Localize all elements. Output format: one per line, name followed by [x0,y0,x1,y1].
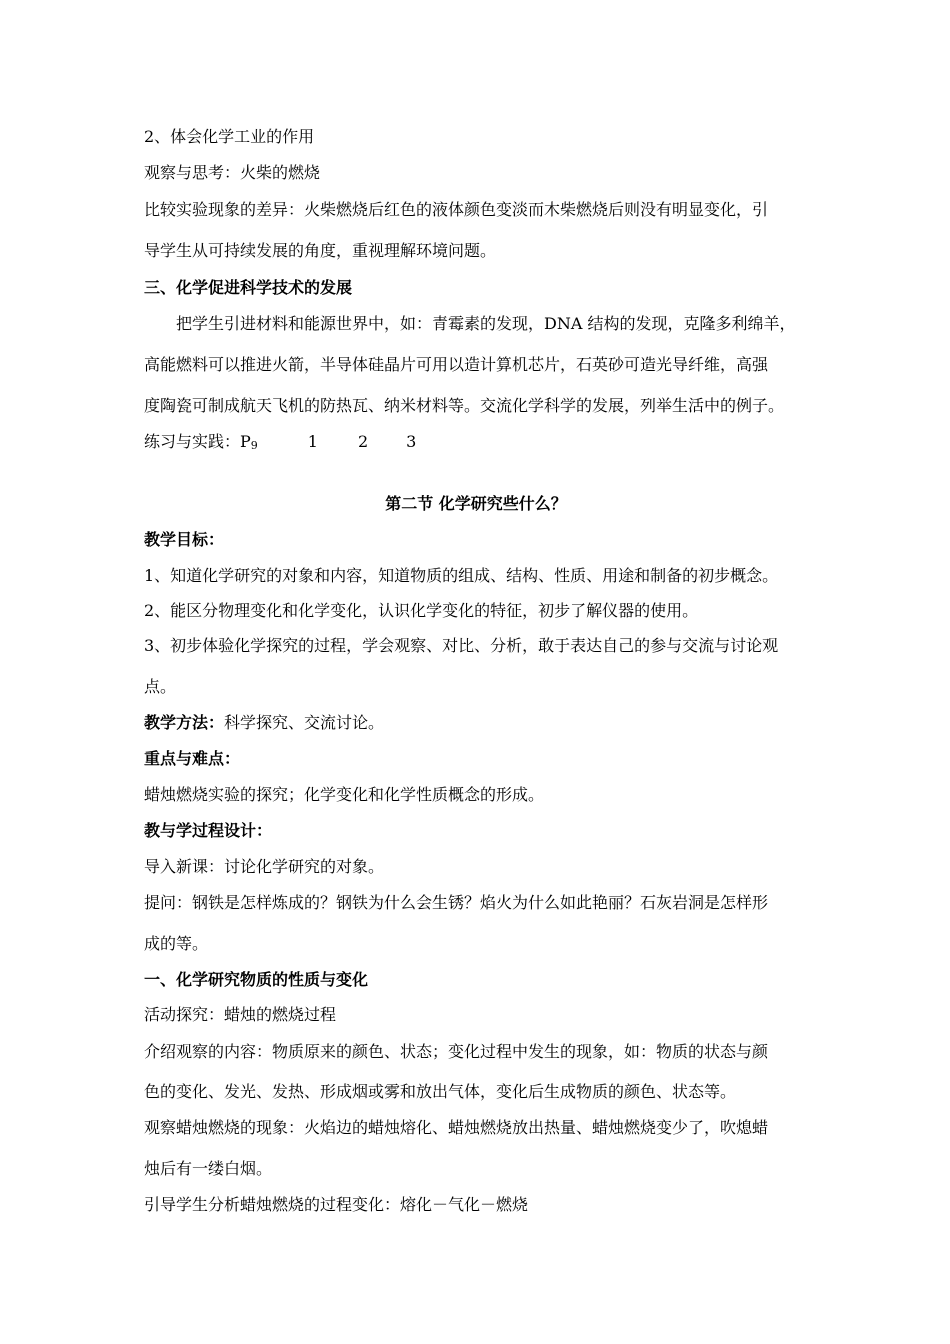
chapter-title: 第二节 化学研究些什么？ [385,494,567,513]
exercise-number: 3 [406,432,417,451]
text-line: 活动探究：蜡烛的燃烧过程 [144,1005,337,1024]
method-label: 教学方法： [144,713,225,732]
paragraph-line: 高能燃料可以推进火箭，半导体硅晶片可用以造计算机芯片，石英砂可造光导纤维，高强 [144,355,769,374]
goal-item: 1、知道化学研究的对象和内容，知道物质的组成、结构、性质、用途和制备的初步概念。 [144,566,779,585]
text-line: 观察与思考：火柴的燃烧 [144,163,321,182]
method-line [144,713,384,733]
section-heading: 三、化学促进科学技术的发展 [144,278,353,297]
design-heading: 教与学过程设计： [144,821,273,840]
text-line: 引导学生分析蜡烛燃烧的过程变化：熔化－气化－燃烧 [144,1195,529,1214]
text-line: 提问：钢铁是怎样炼成的？钢铁为什么会生锈？焰火为什么如此艳丽？石灰岩洞是怎样形 [144,893,769,912]
text-line: 导入新课：讨论化学研究的对象。 [144,857,385,876]
text-line: 色的变化、发光、发热、形成烟或雾和放出气体，变化后生成物质的颜色、状态等。 [144,1082,737,1101]
key-points-text: 蜡烛燃烧实验的探究；化学变化和化学性质概念的形成。 [144,785,545,804]
key-points-heading: 重点与难点： [144,749,241,768]
text-line: 导学生从可持续发展的角度，重视理解环境问题。 [144,241,497,260]
practice-line [144,432,416,456]
goal-item: 3、初步体验化学探究的过程，学会观察、对比、分析，敢于表达自己的参与交流与讨论观 [144,636,779,655]
exercise-number: 1 [307,432,318,451]
goals-heading: 教学目标： [144,530,225,549]
goal-item: 2、能区分物理变化和化学变化，认识化学变化的特征，初步了解仪器的使用。 [144,601,699,620]
text-line: 烛后有一缕白烟。 [144,1159,273,1178]
text-line: 比较实验现象的差异：火柴燃烧后红色的液体颜色变淡而木柴燃烧后则没有明显变化，引 [144,200,769,219]
method-text: 科学探究、交流讨论。 [224,713,385,732]
paragraph-line: 度陶瓷可制成航天飞机的防热瓦、纳米材料等。交流化学科学的发展，列举生活中的例子。 [144,396,785,415]
paragraph-line: 把学生引进材料和能源世界中，如：青霉素的发现，DNA 结构的发现，克隆多利绵羊， [176,314,796,333]
goal-item: 点。 [144,677,177,696]
practice-label: 练习与实践：$P_9$ [144,432,258,452]
page-subscript: 9 [250,439,258,452]
text-line: 2、体会化学工业的作用 [144,127,315,146]
section-heading: 一、化学研究物质的性质与变化 [144,970,369,989]
text-line: 观察蜡烛燃烧的现象：火焰边的蜡烛熔化、蜡烛燃烧放出热量、蜡烛燃烧变少了，吹熄蜡 [144,1118,769,1137]
exercise-number: 2 [357,432,369,451]
text-line: 成的等。 [144,934,209,953]
text-line: 介绍观察的内容：物质原来的颜色、状态；变化过程中发生的现象，如：物质的状态与颜 [144,1042,769,1061]
